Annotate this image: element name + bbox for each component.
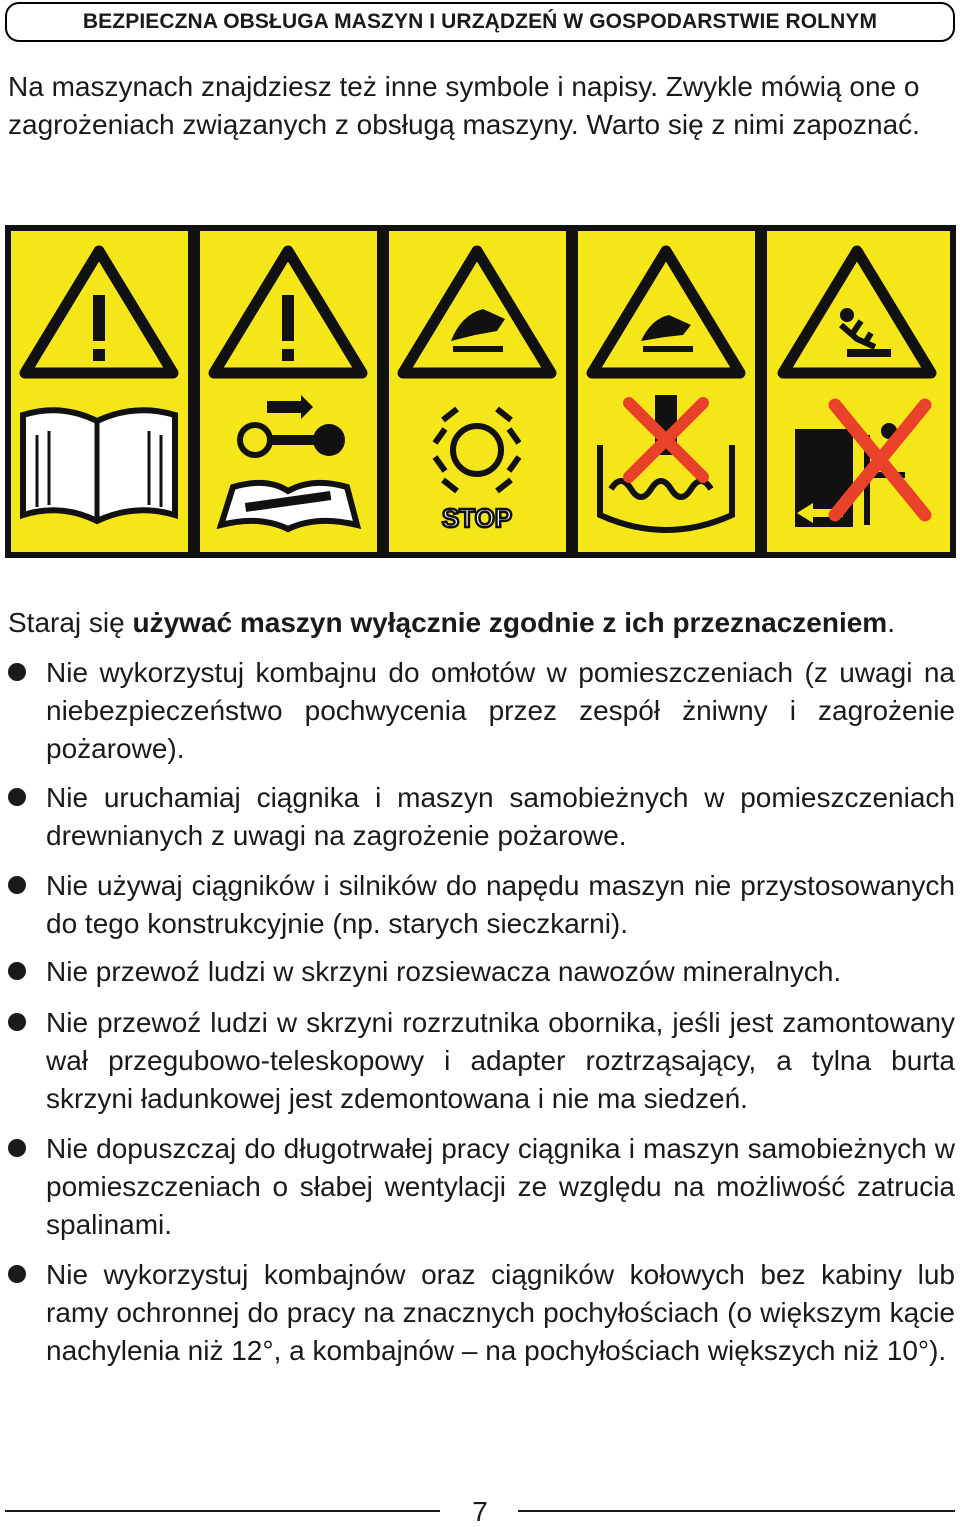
bullet-icon — [8, 788, 26, 806]
book-icon — [23, 410, 175, 521]
bullet-icon — [8, 962, 26, 980]
list-item: Nie przewoź ludzi w skrzyni rozsiewacza nawozów mineralnych. — [0, 953, 955, 991]
bullet-icon — [8, 1265, 26, 1283]
list-item: Nie wykorzystuj kombajnów oraz ciągników kołowych bez kabiny lub ramy ochronnej do pracy na znacznych pochyłościach (o większym kącie nachylenia niż 12°, a kombajnów – na pochyłościach większych niż 10°). — [0, 1256, 955, 1370]
footer-rule-right — [518, 1510, 955, 1512]
list-item: Nie uruchamiaj ciągnika i maszyn samobieżnych w pomieszczeniach drewnianych z uwagi na zagrożenie pożarowe. — [0, 779, 955, 855]
lead-paragraph — [8, 604, 953, 642]
bullet-icon — [8, 1139, 26, 1157]
read-manual-sign — [11, 231, 188, 552]
no-riding-sign — [767, 231, 950, 552]
list-item: Nie wykorzystuj kombajnu do omłotów w pomieszczeniach (z uwagi na niebezpieczeństwo pochwycenia przez zespół żniwny i zagrożenie pożarowe). — [0, 654, 955, 768]
page-header — [5, 2, 955, 42]
lead-emphasis: używać maszyn wyłącznie zgodnie z ich przeznaczeniem — [132, 607, 888, 638]
list-item: Nie przewoź ludzi w skrzyni rozrzutnika obornika, jeśli jest zamontowany wał przegubowo-teleskopowy i adapter roztrząsający, a tylna burta skrzyni ładunkowej jest zdemontowana i nie ma siedzeń. — [0, 1004, 955, 1118]
list-item: Nie dopuszczaj do długotrwałej pracy ciągnika i maszyn samobieżnych w pomieszczeniach o słabej wentylacji ze względu na możliwość zatrucia spalinami. — [0, 1130, 955, 1244]
warning-signs-graphic — [5, 225, 956, 558]
header-title: BEZPIECZNA OBSŁUGA MASZYN I URZĄDZEŃ W GOSPODARSTWIE ROLNYM — [82, 10, 878, 33]
lead-prefix: Staraj się — [8, 607, 133, 638]
lead-suffix: . — [887, 607, 895, 638]
wrench-book-icon — [221, 483, 357, 529]
page-number: 7 — [472, 1496, 488, 1527]
safety-rules-list — [0, 654, 955, 1370]
intro-paragraph: Na maszynach znajdziesz też inne symbole i napisy. Zwykle mówią one o zagrożeniach związanych z obsługą maszyny. Warto się z nimi zapoznać. — [8, 71, 920, 140]
bullet-icon — [8, 1013, 26, 1031]
warning-signs-strip — [5, 225, 956, 558]
wait-stop-sign — [389, 231, 566, 552]
list-item: Nie używaj ciągników i silników do napędu maszyn nie przystosowanych do tego konstrukcyjnie (np. starych sieczkarni). — [0, 867, 955, 943]
auger-hand-sign — [578, 231, 755, 552]
stop-label: STOP — [441, 503, 513, 533]
bullet-icon — [8, 663, 26, 681]
page-footer — [5, 1498, 955, 1525]
bullet-icon — [8, 876, 26, 894]
remove-key-sign — [200, 231, 377, 552]
